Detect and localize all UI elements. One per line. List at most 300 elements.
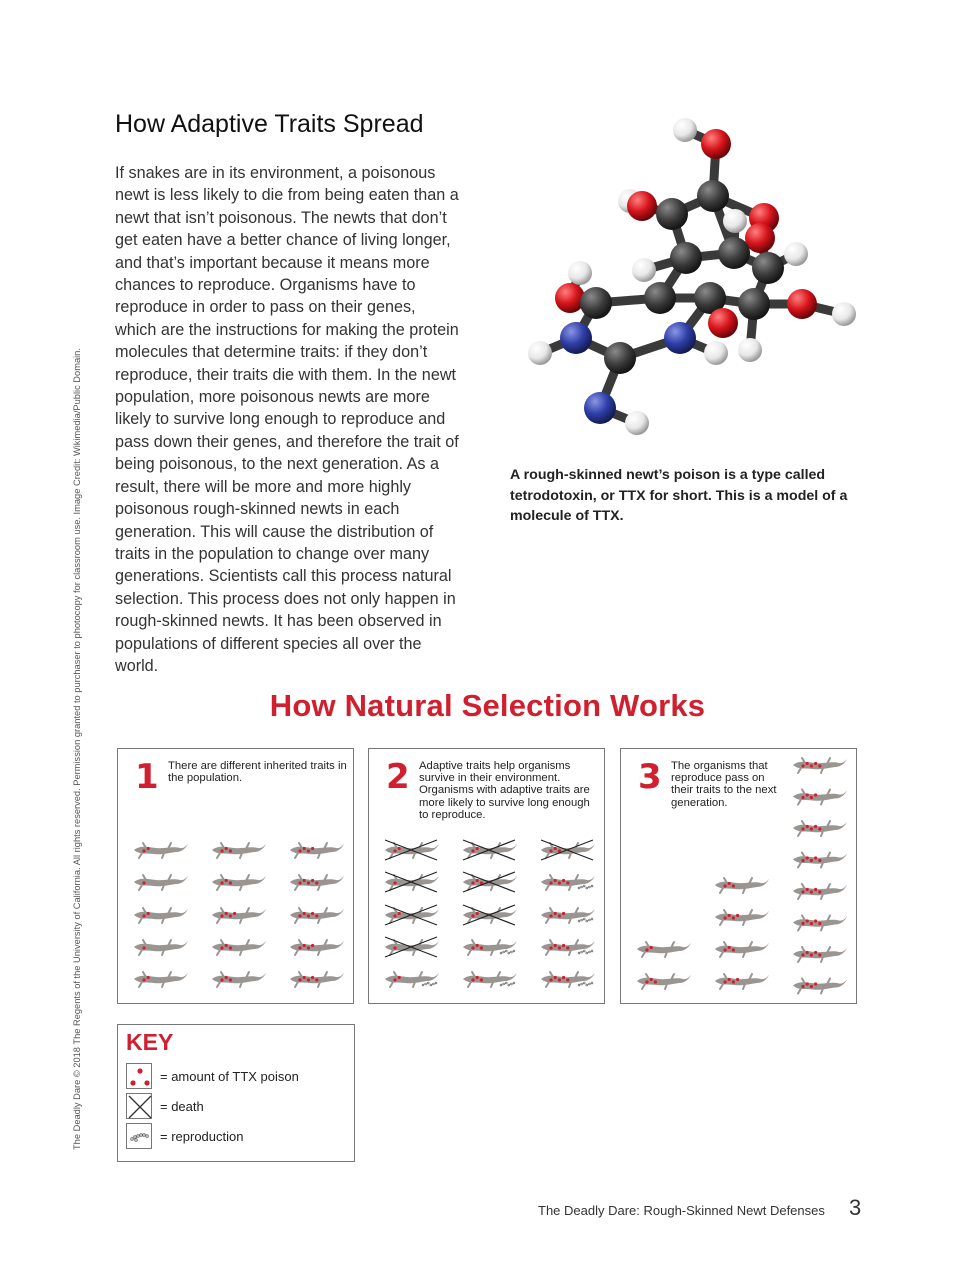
- newt-leg: [720, 888, 723, 893]
- reproduction-egg: [578, 887, 580, 889]
- reproduction-egg: [505, 982, 507, 984]
- hydrogen-atom: [568, 261, 592, 285]
- reproduction-egg: [581, 919, 583, 921]
- newt-icon: [463, 905, 517, 925]
- poison-dot: [814, 825, 817, 828]
- carbon-atom: [604, 342, 636, 374]
- poison-dot: [645, 980, 648, 983]
- reproduction-egg: [513, 982, 515, 984]
- page-number: 3: [849, 1195, 862, 1220]
- body-paragraph: If snakes are in its environment, a poisonous newt is less likely to die from being eaten than a newt that isn’t poisonous. The newts that don’t get eaten have a better chance of living longer, and that’s important because it means more chances to reproduce. Organisms have to reproduce in order to pass on their genes, which are the instructions for making the protein molecules that determine traits: if they don’t reproduce, their traits die with them. In the newt population, more poisonous newts are more likely to survive long enough to reproduce and pass down their genes, and therefore the trait of being poisonous, to the next generation. As a result, there will be more and more highly poisonous rough-skinned newts in each generation. This will cause the distribution of traits in the population to change over many generations. Scientists call this process natural selection. This process does not only happen in rough-skinned newts. It has been observed in populations of different species all over the world.: [115, 164, 459, 675]
- poison-dot: [801, 764, 804, 767]
- poison-dot: [220, 849, 223, 852]
- section-title: How Adaptive Traits Spread: [115, 110, 424, 138]
- newt-icon: [715, 878, 769, 893]
- carbon-atom: [752, 252, 784, 284]
- newt-icon: [134, 940, 188, 955]
- poison-dot: [818, 890, 821, 893]
- newt-leg: [139, 885, 142, 890]
- carbon-atom: [718, 237, 750, 269]
- reproduction-egg: [433, 983, 435, 985]
- newt-leg: [139, 853, 142, 858]
- poison-dot: [147, 976, 150, 979]
- newt-leg: [217, 982, 220, 987]
- poison-dot: [818, 953, 821, 956]
- oxygen-atom: [701, 129, 731, 159]
- poison-dot: [307, 849, 310, 852]
- poison-dot: [810, 764, 813, 767]
- poison-dot: [810, 796, 813, 799]
- poison-dot: [303, 847, 306, 850]
- poison-dot: [806, 919, 809, 922]
- newt-leg: [139, 982, 142, 987]
- poison-dot: [147, 847, 150, 850]
- poison-dot: [818, 859, 821, 862]
- poison-dot: [814, 888, 817, 891]
- reproduction-egg: [586, 887, 588, 889]
- carbon-atom: [656, 198, 688, 230]
- oxygen-atom: [745, 223, 775, 253]
- poison-dot: [723, 884, 726, 887]
- poison-dot: [303, 944, 306, 947]
- newt-icon: [290, 972, 344, 987]
- reproduction-egg: [591, 885, 593, 887]
- newt-icon: [212, 908, 266, 923]
- reproduction-egg: [586, 952, 588, 954]
- poison-dot: [142, 881, 145, 884]
- reproduction-egg: [508, 952, 510, 954]
- molecule-caption: A rough-skinned newt’s poison is a type called tetrodotoxin, or TTX for short. This is a model of a molecule of TTX.: [510, 467, 848, 524]
- key-label: = amount of TTX poison: [160, 1069, 299, 1084]
- step-3-panel: [620, 748, 857, 1004]
- poison-dot: [315, 914, 318, 917]
- poison-dot: [398, 976, 401, 979]
- poison-dot: [229, 978, 232, 981]
- step-number: 1: [135, 757, 159, 797]
- reproduction-egg: [589, 919, 591, 921]
- poison-dot: [315, 881, 318, 884]
- newt-icon: [541, 875, 595, 890]
- poison-dot: [645, 948, 648, 951]
- poison-dot: [225, 944, 228, 947]
- newt-leg: [546, 982, 549, 987]
- poison-dot: [806, 793, 809, 796]
- poison-dot: [225, 912, 228, 915]
- poison-dot: [307, 881, 310, 884]
- reproduction-egg: [435, 982, 437, 984]
- footer-text: The Deadly Dare: Rough-Skinned Newt Defenses: [538, 1203, 825, 1218]
- poison-dot: [654, 980, 657, 983]
- poison-dot: [801, 953, 804, 956]
- newt-leg: [295, 918, 298, 923]
- newt-leg: [798, 926, 801, 931]
- poison-dot: [303, 976, 306, 979]
- hydrogen-atom: [738, 338, 762, 362]
- poison-dot: [801, 890, 804, 893]
- poison-dot: [814, 982, 817, 985]
- newt-icon: [385, 840, 439, 860]
- poison-dot: [225, 976, 228, 979]
- poison-dot: [728, 978, 731, 981]
- poison-dot: [728, 882, 731, 885]
- newt-population: [621, 749, 858, 1005]
- poison-dot: [142, 946, 145, 949]
- reproduction-egg: [591, 982, 593, 984]
- step-number: 2: [386, 757, 410, 797]
- step-text: Adaptive traits help organisms survive in their environment. Organisms with adaptive traits are more likely to survive long enough to reproduce.: [419, 760, 590, 821]
- poison-dot: [229, 946, 232, 949]
- poison-dot: [307, 914, 310, 917]
- newt-icon: [637, 942, 691, 957]
- poison-dot: [315, 978, 318, 981]
- poison-dot: [393, 849, 396, 852]
- poison-dot: [225, 879, 228, 882]
- newt-icon: [637, 974, 691, 989]
- poison-dot: [814, 856, 817, 859]
- poison-dot: [562, 976, 565, 979]
- poison-dot: [147, 912, 150, 915]
- poison-dot: [801, 985, 804, 988]
- poison-dot: [554, 976, 557, 979]
- poison-dot: [554, 944, 557, 947]
- poison-dot: [818, 922, 821, 925]
- poison-dot: [818, 827, 821, 830]
- reproduction-egg: [511, 983, 513, 985]
- side-credit: The Deadly Dare © 2018 The Regents of the University of California. All rights reserved. Permission granted to purchaser to photocopy for classroom use. Image Credit: Wikimedia/Public Domain.: [72, 348, 82, 1150]
- newt-leg: [217, 885, 220, 890]
- poison-dot: [298, 978, 301, 981]
- newt-leg: [642, 984, 645, 989]
- poison-dot: [736, 914, 739, 917]
- poison-dot: [471, 914, 474, 917]
- reproduction-eggs-icon: [126, 1123, 152, 1149]
- newt-icon: [212, 972, 266, 987]
- poison-dot: [398, 912, 401, 915]
- natural-selection-title: How Natural Selection Works: [269, 688, 706, 723]
- hydrogen-atom: [784, 242, 808, 266]
- newt-population: [118, 749, 355, 1005]
- poison-dot: [393, 914, 396, 917]
- poison-dot: [554, 847, 557, 850]
- nitrogen-atom: [664, 322, 696, 354]
- poison-dot: [549, 849, 552, 852]
- nitrogen-atom: [584, 392, 616, 424]
- newt-leg: [546, 885, 549, 890]
- poison-dot: [801, 827, 804, 830]
- newt-leg: [798, 894, 801, 899]
- carbon-atom: [580, 287, 612, 319]
- poison-dot: [471, 881, 474, 884]
- poison-dot: [393, 881, 396, 884]
- newt-leg: [139, 918, 142, 923]
- newt-icon: [385, 905, 439, 925]
- newt-icon: [793, 821, 847, 836]
- newt-population: [369, 749, 606, 1005]
- newt-icon: [541, 972, 595, 987]
- newt-leg: [139, 950, 142, 955]
- newt-leg: [798, 800, 801, 805]
- reproduction-egg: [425, 983, 427, 985]
- reproduction-egg: [591, 950, 593, 952]
- reproduction-egg: [586, 984, 588, 986]
- poison-dot: [810, 985, 813, 988]
- reproduction-egg: [591, 918, 593, 920]
- poison-dot: [810, 827, 813, 830]
- poison-dot: [476, 944, 479, 947]
- poison-dot: [233, 912, 236, 915]
- newt-leg: [798, 768, 801, 773]
- poison-dot: [476, 976, 479, 979]
- poison-dot: [801, 796, 804, 799]
- newt-icon: [290, 940, 344, 955]
- body-text: [115, 162, 460, 677]
- poison-dot: [801, 922, 804, 925]
- reproduction-egg: [578, 920, 580, 922]
- poison-dot: [476, 847, 479, 850]
- poison-dot: [220, 946, 223, 949]
- newt-icon: [385, 972, 439, 987]
- reproduction-egg: [505, 950, 507, 952]
- reproduction-egg: [500, 952, 502, 954]
- newt-icon: [715, 942, 769, 957]
- poison-dot: [298, 914, 301, 917]
- poison-dot: [298, 881, 301, 884]
- poison-dot: [471, 978, 474, 981]
- newt-icon: [290, 875, 344, 890]
- poison-dot: [806, 951, 809, 954]
- poison-dot: [220, 881, 223, 884]
- reproduction-egg: [500, 984, 502, 986]
- key-title: KEY: [126, 1029, 174, 1055]
- newt-leg: [295, 982, 298, 987]
- oxygen-atom: [555, 283, 585, 313]
- reproduction-egg: [589, 886, 591, 888]
- poison-dot: [558, 978, 561, 981]
- reproduction-egg: [583, 982, 585, 984]
- hydrogen-atom: [632, 258, 656, 282]
- newt-leg: [468, 950, 471, 955]
- death-x-icon: [126, 1093, 152, 1119]
- newt-icon: [715, 974, 769, 989]
- poison-dot: [298, 946, 301, 949]
- poison-dot: [562, 879, 565, 882]
- reproduction-egg: [427, 982, 429, 984]
- reproduction-egg: [578, 952, 580, 954]
- newt-icon: [212, 940, 266, 955]
- newt-leg: [468, 982, 471, 987]
- poison-dot: [476, 879, 479, 882]
- poison-dot: [566, 978, 569, 981]
- newt-icon: [793, 790, 847, 805]
- carbon-atom: [697, 180, 729, 212]
- key-label: = reproduction: [160, 1129, 244, 1144]
- newt-leg: [720, 952, 723, 957]
- newt-icon: [385, 872, 439, 892]
- poison-dot: [806, 762, 809, 765]
- poison-dot: [810, 890, 813, 893]
- poison-dot: [480, 978, 483, 981]
- newt-leg: [217, 918, 220, 923]
- poison-dot: [562, 912, 565, 915]
- poison-dot: [558, 881, 561, 884]
- hydrogen-atom: [723, 209, 747, 233]
- reproduction-egg: [513, 950, 515, 952]
- newt-leg: [295, 885, 298, 890]
- poison-dot: [549, 946, 552, 949]
- poison-dot: [393, 946, 396, 949]
- key-legend: [117, 1024, 355, 1162]
- poison-dot: [398, 847, 401, 850]
- newt-icon: [290, 843, 344, 858]
- poison-dot: [732, 980, 735, 983]
- newt-icon: [290, 908, 344, 923]
- oxygen-atom: [708, 308, 738, 338]
- newt-icon: [212, 843, 266, 858]
- poison-dot: [814, 951, 817, 954]
- poison-dot: [650, 978, 653, 981]
- poison-dot: [311, 976, 314, 979]
- newt-icon: [793, 916, 847, 931]
- poison-dot: [307, 946, 310, 949]
- ttx-molecule-illustration: [510, 108, 870, 448]
- poison-dot: [814, 793, 817, 796]
- reproduction-egg: [508, 984, 510, 986]
- poison-dots-icon: [126, 1063, 152, 1089]
- newt-icon: [463, 972, 517, 987]
- poison-dot: [566, 946, 569, 949]
- key-item-poison: [126, 1063, 346, 1091]
- newt-icon: [463, 840, 517, 860]
- oxygen-atom: [787, 289, 817, 319]
- newt-leg: [798, 989, 801, 994]
- step-text: There are different inherited traits in the population.: [168, 760, 347, 785]
- poison-dot: [728, 914, 731, 917]
- newt-icon: [463, 872, 517, 892]
- poison-dot: [229, 881, 232, 884]
- reproduction-egg: [586, 920, 588, 922]
- poison-dot: [723, 980, 726, 983]
- poison-dot: [393, 978, 396, 981]
- step-2-panel: [368, 748, 605, 1004]
- reproduction-egg: [581, 983, 583, 985]
- poison-dot: [303, 879, 306, 882]
- poison-dot: [229, 914, 232, 917]
- hydrogen-atom: [625, 411, 649, 435]
- newt-icon: [385, 937, 439, 957]
- hydrogen-atom: [673, 118, 697, 142]
- poison-dot: [558, 914, 561, 917]
- poison-dot: [142, 914, 145, 917]
- newt-leg: [217, 853, 220, 858]
- newt-icon: [541, 908, 595, 923]
- poison-dot: [566, 881, 569, 884]
- poison-dot: [311, 847, 314, 850]
- newt-icon: [793, 979, 847, 994]
- newt-icon: [541, 840, 595, 860]
- poison-dot: [471, 946, 474, 949]
- reproduction-egg: [589, 951, 591, 953]
- newt-leg: [798, 831, 801, 836]
- poison-dot: [554, 879, 557, 882]
- poison-dot: [311, 912, 314, 915]
- step-number: 3: [638, 757, 662, 797]
- key-item-reproduction: [126, 1123, 346, 1151]
- poison-dot: [810, 859, 813, 862]
- carbon-atom: [738, 288, 770, 320]
- newt-icon: [134, 908, 188, 923]
- carbon-atom: [670, 242, 702, 274]
- poison-dot: [476, 912, 479, 915]
- poison-dot: [732, 916, 735, 919]
- reproduction-egg: [583, 885, 585, 887]
- newt-icon: [715, 910, 769, 925]
- newt-leg: [390, 982, 393, 987]
- newt-leg: [546, 950, 549, 955]
- poison-dot: [728, 946, 731, 949]
- poison-dot: [801, 859, 804, 862]
- reproduction-egg: [578, 984, 580, 986]
- newt-leg: [295, 950, 298, 955]
- reproduction-egg: [583, 918, 585, 920]
- poison-dot: [303, 912, 306, 915]
- newt-leg: [295, 853, 298, 858]
- newt-icon: [134, 972, 188, 987]
- poison-dot: [142, 849, 145, 852]
- newt-icon: [134, 875, 188, 890]
- newt-icon: [541, 940, 595, 955]
- step-text: The organisms that reproduce pass on their traits to the next generation.: [671, 760, 777, 809]
- reproduction-egg: [422, 984, 424, 986]
- poison-dot: [723, 948, 726, 951]
- poison-dot: [723, 916, 726, 919]
- poison-dot: [558, 946, 561, 949]
- nitrogen-atom: [560, 322, 592, 354]
- poison-dot: [810, 922, 813, 925]
- newt-icon: [793, 853, 847, 868]
- reproduction-egg: [589, 983, 591, 985]
- newt-icon: [212, 875, 266, 890]
- carbon-atom: [644, 282, 676, 314]
- newt-leg: [546, 918, 549, 923]
- poison-dot: [220, 978, 223, 981]
- newt-icon: [463, 940, 517, 955]
- reproduction-egg: [430, 984, 432, 986]
- reproduction-egg: [581, 886, 583, 888]
- ttx-molecule-model: [510, 108, 870, 448]
- hydrogen-atom: [528, 341, 552, 365]
- newt-leg: [720, 984, 723, 989]
- poison-dot: [810, 953, 813, 956]
- poison-dot: [806, 888, 809, 891]
- poison-dot: [311, 944, 314, 947]
- step-1-panel: [117, 748, 354, 1004]
- poison-dot: [549, 914, 552, 917]
- poison-dot: [554, 912, 557, 915]
- poison-dot: [732, 884, 735, 887]
- poison-dot: [549, 978, 552, 981]
- poison-dot: [142, 978, 145, 981]
- poison-dot: [814, 762, 817, 765]
- newt-leg: [798, 863, 801, 868]
- poison-dot: [549, 881, 552, 884]
- poison-dot: [650, 946, 653, 949]
- newt-icon: [793, 947, 847, 962]
- poison-dot: [732, 948, 735, 951]
- poison-dot: [311, 879, 314, 882]
- newt-leg: [642, 952, 645, 957]
- poison-dot: [220, 914, 223, 917]
- hydrogen-atom: [704, 341, 728, 365]
